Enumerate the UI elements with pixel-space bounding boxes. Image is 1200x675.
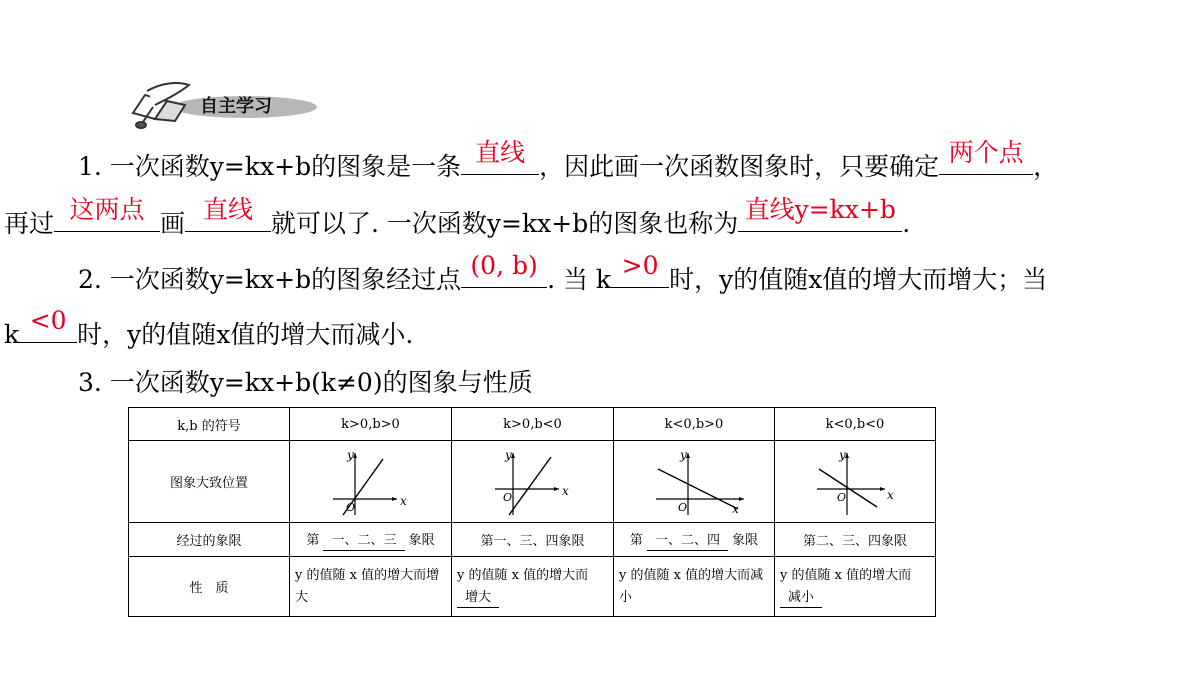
cell-sign-2: k>0,b<0 <box>452 408 614 441</box>
q1-answer-5: 直线y=kx+b <box>744 195 896 224</box>
property-fill-2: 增大 <box>457 589 499 608</box>
graph-kneg-bneg <box>805 447 905 517</box>
q1-text-e: 画 <box>160 209 186 238</box>
y-axis-label: y <box>839 447 846 462</box>
cell-property-1: y 的值随 x 值的增大而增大 <box>290 557 452 617</box>
q1-text-b: ，因此画一次函数图象时，只要确定 <box>539 152 940 181</box>
book-quill-icon <box>133 83 189 128</box>
cell-property-4: y 的值随 x 值的增大而减小 <box>775 557 936 617</box>
q1-text-d: 再过 <box>4 209 55 238</box>
q1-answer-4: 直线 <box>203 195 254 224</box>
q2-text-c: 时，y的值随x值的增大而增大；当 <box>669 265 1048 294</box>
row-header-graph: 图象大致位置 <box>129 441 290 523</box>
q2-text-b: . 当 k <box>547 265 612 294</box>
x-axis-label: x <box>887 487 894 502</box>
cell-graph-3 <box>614 441 775 523</box>
q2-answer-3: <0 <box>29 306 67 335</box>
cell-graph-2 <box>452 441 614 523</box>
q1-text-f: 就可以了. 一次函数y=kx+b的图象也称为 <box>271 209 739 238</box>
graph-kneg-bpos <box>644 447 744 517</box>
q1-blank-3[interactable] <box>54 195 160 232</box>
cell-quadrant-1: 第 一、二、三 象限 <box>290 523 452 557</box>
y-axis-label: y <box>346 447 354 462</box>
y-axis-label: y <box>504 447 512 462</box>
q2-text-e: 时，y的值随x值的增大而减小. <box>77 320 414 349</box>
table-row-property <box>129 557 936 617</box>
q2-blank-2[interactable] <box>611 251 669 288</box>
cell-quadrant-4: 第二、三、四象限 <box>775 523 936 557</box>
property-fill-4: 减小 <box>780 589 822 608</box>
q2-answer-1: (0, b) <box>470 251 538 280</box>
quadrant-fill-1: 一、二、三 <box>323 532 404 551</box>
quadrant-fill-3: 一、二、四 <box>647 532 728 551</box>
table-row-quadrant <box>129 523 936 557</box>
q1-answer-2: 两个点 <box>948 138 1024 167</box>
q1-blank-4[interactable] <box>185 195 271 232</box>
q1-blank-1[interactable] <box>461 138 539 175</box>
row-header-property: 性 质 <box>129 557 290 617</box>
q2-line2 <box>4 306 414 350</box>
q1-answer-1: 直线 <box>475 138 526 167</box>
origin-label: O <box>678 500 688 514</box>
function-properties-table <box>128 407 936 617</box>
q2-blank-1[interactable] <box>461 251 547 288</box>
cell-sign-4: k<0,b<0 <box>775 408 936 441</box>
q1-text-c: ， <box>1033 152 1059 181</box>
cell-quadrant-2: 第一、三、四象限 <box>452 523 614 557</box>
cell-graph-1 <box>290 441 452 523</box>
x-axis-label: x <box>732 501 739 516</box>
table-row-sign <box>129 408 936 441</box>
x-axis-label: x <box>399 493 407 508</box>
q2-blank-3[interactable] <box>19 306 77 343</box>
section-title: 自主学习 <box>200 96 272 117</box>
q2-answer-2: >0 <box>621 251 659 280</box>
origin-label: O <box>345 500 355 514</box>
q2-text-a: 2. 一次函数y=kx+b的图象经过点 <box>78 265 462 294</box>
row-header-quadrant: 经过的象限 <box>129 523 290 557</box>
cell-quadrant-3: 第 一、二、四 象限 <box>614 523 775 557</box>
q2-text-d: k <box>4 320 20 349</box>
table-row-graph <box>129 441 936 523</box>
origin-label: O <box>502 490 512 504</box>
q1-line2 <box>4 195 911 239</box>
graph-kpos-bpos <box>321 447 421 517</box>
q1-answer-3: 这两点 <box>69 195 145 224</box>
q1-blank-5[interactable] <box>738 195 902 232</box>
q1-text-a: 1. 一次函数y=kx+b的图象是一条 <box>78 152 462 181</box>
cell-property-2: y 的值随 x 值的增大而增大 <box>452 557 614 617</box>
x-axis-label: x <box>561 483 569 498</box>
q3-line: 3. 一次函数y=kx+b(k≠0)的图象与性质 <box>78 368 533 397</box>
q1-blank-2[interactable] <box>939 138 1033 175</box>
cell-sign-1: k>0,b>0 <box>290 408 452 441</box>
cell-sign-3: k<0,b>0 <box>614 408 775 441</box>
y-axis-label: y <box>680 447 687 462</box>
q1-text-g: . <box>902 209 911 238</box>
q2-line1 <box>78 251 1048 295</box>
origin-label: O <box>837 490 847 504</box>
graph-kpos-bneg <box>483 447 583 517</box>
cell-graph-4 <box>775 441 936 523</box>
row-header-sign: k,b 的符号 <box>129 408 290 441</box>
cell-property-3: y 的值随 x 值的增大而减小 <box>614 557 775 617</box>
q1-line1 <box>78 138 1059 182</box>
